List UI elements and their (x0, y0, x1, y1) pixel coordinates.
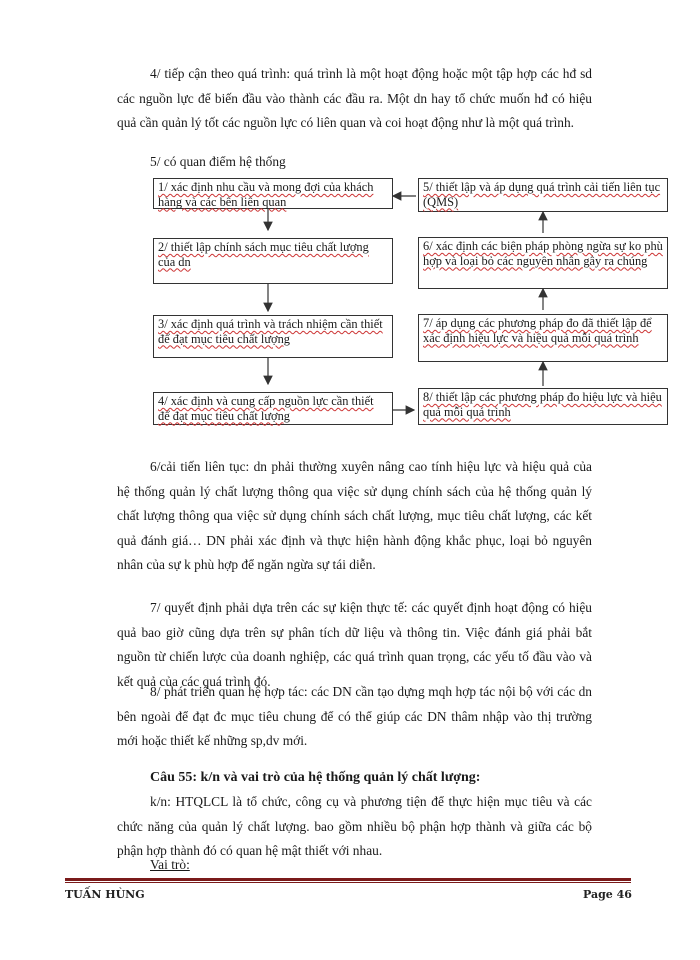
diagram-box-8: 8/ thiết lập các phương pháp đo hiệu lực và hiệu quả mỗi quá trình (418, 388, 668, 425)
diagram-box-5: 5/ thiết lập và áp dụng quá trình cải tiến liên tục (QMS) (418, 178, 668, 212)
footer-author: TUẤN HÙNG (65, 888, 145, 901)
role-label (150, 853, 350, 878)
footer-rule (65, 878, 631, 881)
diagram-box-4: 4/ xác định và cung cấp nguồn lực cần thiết để đạt mục tiêu chất lượng (153, 392, 393, 425)
paragraph-8: 8/ phát triển quan hệ hợp tác: các DN cần tạo dựng mqh hợp tác nội bộ với các dn bên ngoài để đạt đc mục tiêu chung để có thể giúp các DN thâm nhập vào thị trường mới hoặc thiết kế những sp,dv mới. (117, 684, 592, 748)
footer-rule-thin (65, 882, 631, 883)
diagram-box-1: 1/ xác định nhu cầu và mong đợi của khách hàng và các bên liên quan (153, 178, 393, 209)
paragraph-5: 5/ có quan điểm hệ thống (150, 154, 286, 169)
footer-page-number: Page 46 (583, 888, 632, 901)
paragraph-6: 6/cải tiến liên tục: dn phải thường xuyên nâng cao tính hiệu lực và hiệu quả của hệ thống quản lý chất lượng thông qua việc sử dụng chính sách của hệ thống quản lý chất lượng thông qua việc sử dụng chính sách chất lượng, mục tiêu chất lượng, các kết quả đánh giá… DN phải xác định và thực hiện hành động khắc phục, loại bỏ nguyên nhân của sự k phù hợp để ngăn ngừa sự tái diễn. (117, 459, 592, 572)
definition-paragraph: k/n: HTQLCL là tổ chức, công cụ và phương tiện để thực hiện mục tiêu và các chức năng của quản lý chất lượng. bao gồm nhiều bộ phận hợp thành và giữa các bộ phận hợp thành đó có quan hệ mật thiết với nhau. (117, 794, 592, 858)
question-55-heading: Câu 55: k/n và vai trò của hệ thống quản lý chất lượng: (150, 770, 481, 785)
role-label-text: Vai trò: (150, 857, 190, 872)
paragraph-4: 4/ tiếp cận theo quá trình: quá trình là một hoạt động hoặc một tập hợp các hđ sd các nguồn lực để biến đầu vào thành các đầu ra. Một dn hay tổ chức muốn hđ có hiệu quả cần quản lý tốt các nguồn lực có liên quan và coi hoạt động như là một quá trình. (117, 66, 592, 130)
paragraph-7: 7/ quyết định phải dựa trên các sự kiện thực tế: các quyết định hoạt động có hiệu quả bao giờ cũng dựa trên sự phân tích dữ liệu và thông tin. Việc đánh giá phải bắt nguồn từ chiến lược của doanh nghiệp, các quá trình quan trọng, các yếu tố đầu vào và kết quả của các quá trình đó. (117, 600, 592, 689)
diagram-box-7: 7/ áp dụng các phương pháp đo đã thiết lập để xác định hiệu lực và hiệu quả mỗi quá trình (418, 314, 668, 362)
diagram-box-2: 2/ thiết lập chính sách mục tiêu chất lượng của dn (153, 238, 393, 284)
diagram-box-6: 6/ xác định các biện pháp phòng ngừa sự ko phù hợp và loại bỏ các nguyên nhân gây ra chúng (418, 237, 668, 289)
diagram-box-3: 3/ xác định quá trình và trách nhiệm cần thiết để đạt mục tiêu chất lượng (153, 315, 393, 358)
